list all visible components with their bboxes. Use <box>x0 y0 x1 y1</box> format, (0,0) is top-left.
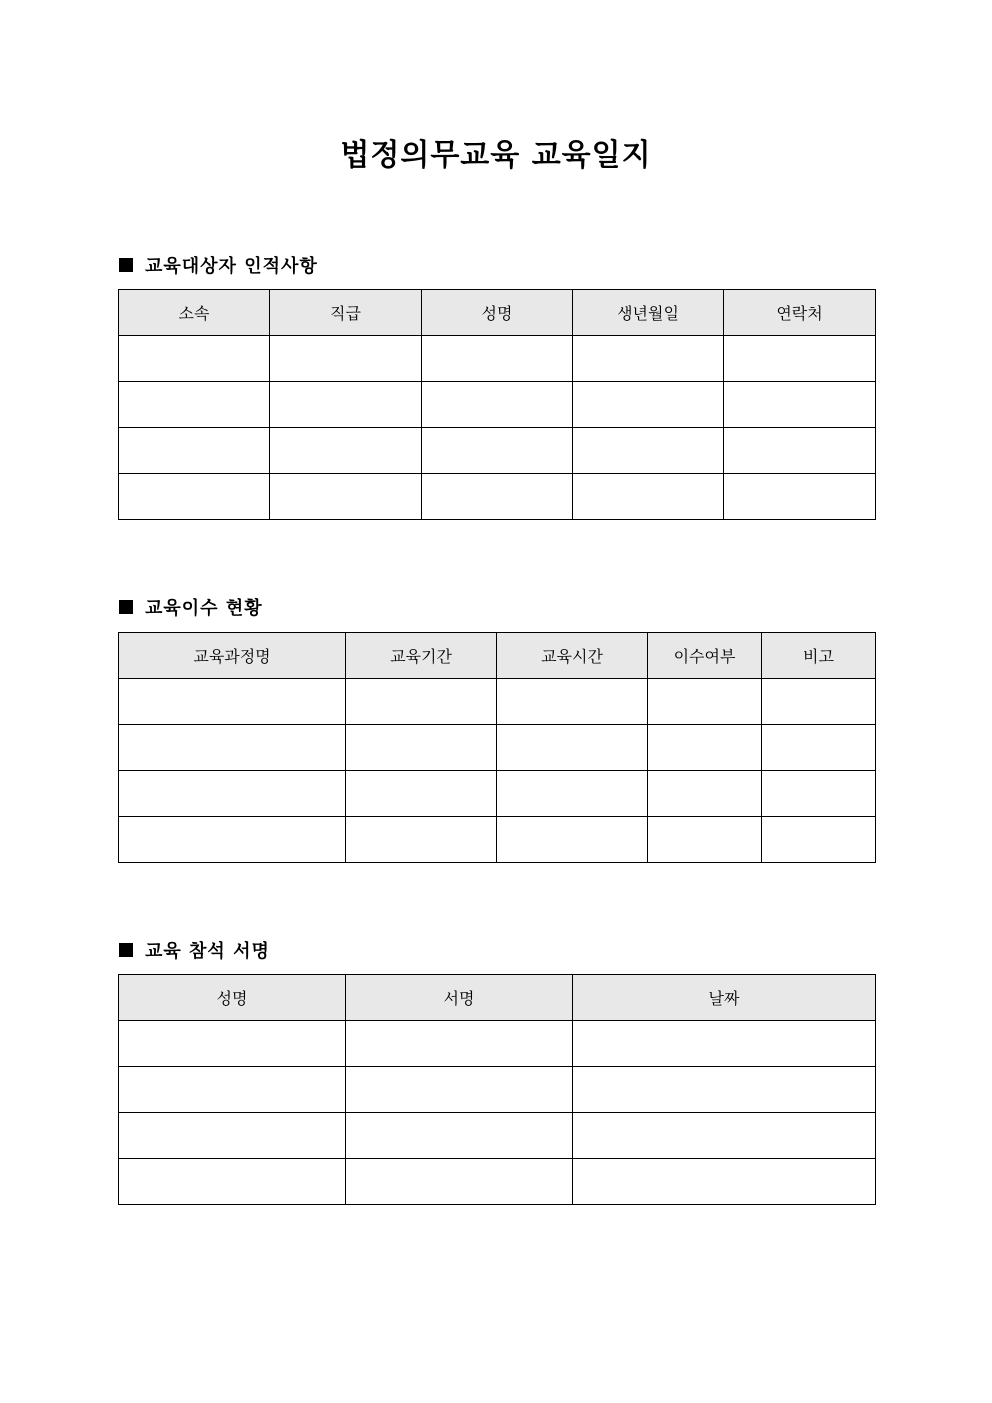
table-cell[interactable] <box>119 428 270 474</box>
table-cell[interactable] <box>346 817 497 863</box>
table-cell[interactable] <box>648 817 762 863</box>
column-header: 날짜 <box>573 975 876 1021</box>
section-heading-label: 교육이수 현황 <box>145 598 263 619</box>
table-cell[interactable] <box>762 679 876 725</box>
table-cell[interactable] <box>422 428 573 474</box>
table-cell[interactable] <box>762 771 876 817</box>
section-heading-training-status <box>119 595 263 619</box>
table-row <box>119 382 876 428</box>
table-cell[interactable] <box>762 725 876 771</box>
table-row <box>119 1113 876 1159</box>
table-cell[interactable] <box>573 1021 876 1067</box>
table-cell[interactable] <box>648 679 762 725</box>
table-row <box>119 679 876 725</box>
personal-info-table <box>118 289 876 520</box>
table-cell[interactable] <box>422 336 573 382</box>
table-row <box>119 771 876 817</box>
section-heading-label: 교육대상자 인적사항 <box>145 256 318 277</box>
table-cell[interactable] <box>119 817 346 863</box>
table-cell[interactable] <box>422 382 573 428</box>
table-header-row <box>119 975 876 1021</box>
table-cell[interactable] <box>119 336 270 382</box>
column-header: 서명 <box>346 975 573 1021</box>
column-header: 교육과정명 <box>119 633 346 679</box>
table-header-row <box>119 290 876 336</box>
table-cell[interactable] <box>119 679 346 725</box>
table-cell[interactable] <box>497 679 648 725</box>
square-bullet-icon <box>119 943 133 957</box>
table-cell[interactable] <box>346 1159 573 1205</box>
table-cell[interactable] <box>119 1021 346 1067</box>
table-cell[interactable] <box>270 474 422 520</box>
attendance-signature-table <box>118 974 876 1205</box>
table-cell[interactable] <box>724 428 876 474</box>
table-cell[interactable] <box>573 1159 876 1205</box>
table-cell[interactable] <box>119 771 346 817</box>
table-cell[interactable] <box>270 428 422 474</box>
page-title: 법정의무교육 교육일지 <box>340 138 652 173</box>
table-cell[interactable] <box>573 382 724 428</box>
table-cell[interactable] <box>346 725 497 771</box>
section-heading-label: 교육 참석 서명 <box>145 941 270 962</box>
table-cell[interactable] <box>119 1067 346 1113</box>
section-heading-attendance-signature <box>119 938 270 962</box>
table-row <box>119 1021 876 1067</box>
table-cell[interactable] <box>573 474 724 520</box>
table-row <box>119 428 876 474</box>
table-header-row <box>119 633 876 679</box>
table-cell[interactable] <box>422 474 573 520</box>
table-cell[interactable] <box>573 1067 876 1113</box>
column-header: 이수여부 <box>648 633 762 679</box>
table-cell[interactable] <box>573 1113 876 1159</box>
table-cell[interactable] <box>648 725 762 771</box>
table-cell[interactable] <box>648 771 762 817</box>
square-bullet-icon <box>119 600 133 614</box>
table-cell[interactable] <box>270 382 422 428</box>
table-cell[interactable] <box>119 1113 346 1159</box>
square-bullet-icon <box>119 258 133 272</box>
table-cell[interactable] <box>762 817 876 863</box>
table-cell[interactable] <box>346 1067 573 1113</box>
table-cell[interactable] <box>573 336 724 382</box>
section-heading-personal-info <box>119 253 318 277</box>
column-header: 비고 <box>762 633 876 679</box>
column-header: 직급 <box>270 290 422 336</box>
table-cell[interactable] <box>724 336 876 382</box>
table-cell[interactable] <box>724 382 876 428</box>
table-row <box>119 474 876 520</box>
column-header: 성명 <box>422 290 573 336</box>
column-header: 교육시간 <box>497 633 648 679</box>
table-cell[interactable] <box>346 771 497 817</box>
table-cell[interactable] <box>346 679 497 725</box>
table-row <box>119 1159 876 1205</box>
table-row <box>119 336 876 382</box>
table-cell[interactable] <box>724 474 876 520</box>
table-cell[interactable] <box>270 336 422 382</box>
column-header: 성명 <box>119 975 346 1021</box>
table-cell[interactable] <box>119 1159 346 1205</box>
table-cell[interactable] <box>346 1021 573 1067</box>
column-header: 소속 <box>119 290 270 336</box>
table-cell[interactable] <box>497 771 648 817</box>
table-row <box>119 725 876 771</box>
table-cell[interactable] <box>119 725 346 771</box>
table-cell[interactable] <box>119 474 270 520</box>
table-row <box>119 1067 876 1113</box>
table-cell[interactable] <box>497 725 648 771</box>
table-cell[interactable] <box>346 1113 573 1159</box>
column-header: 교육기간 <box>346 633 497 679</box>
table-cell[interactable] <box>573 428 724 474</box>
table-cell[interactable] <box>119 382 270 428</box>
training-status-table <box>118 632 876 863</box>
column-header: 연락처 <box>724 290 876 336</box>
table-row <box>119 817 876 863</box>
column-header: 생년월일 <box>573 290 724 336</box>
table-cell[interactable] <box>497 817 648 863</box>
